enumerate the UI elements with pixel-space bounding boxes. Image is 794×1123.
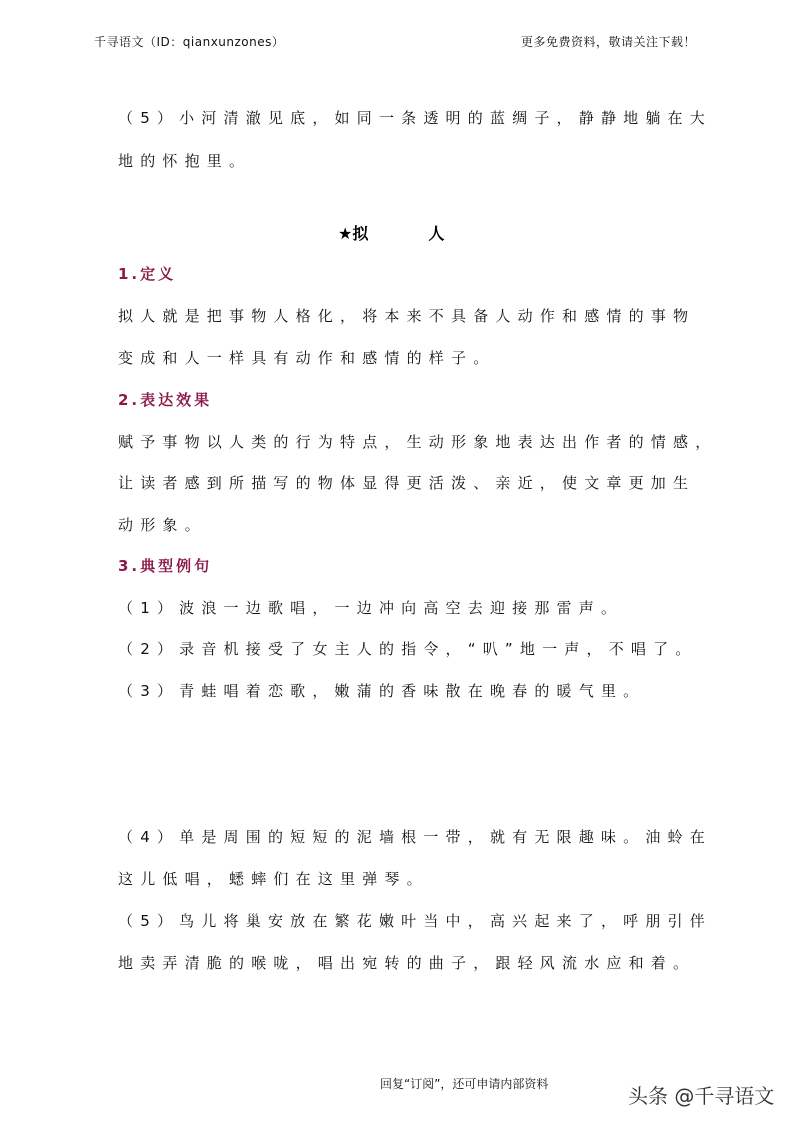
text-line: （5）小河清澈见底，如同一条透明的蓝绸子，静静地躺在大: [118, 109, 712, 127]
header-download-note: 更多免费资料，敬请关注下载！: [520, 35, 696, 49]
example-line: 这儿低唱，蟋蟀们在这里弹琴。: [118, 870, 429, 888]
subsection-heading: 2.表达效果: [118, 391, 213, 409]
text-line: 地的怀抱里。: [118, 152, 252, 170]
text-line: 动形象。: [118, 516, 207, 534]
example-line: （3）青蛙唱着恋歌，嫩蒲的香味散在晚春的暖气里。: [118, 682, 646, 700]
text-line: 让读者感到所描写的物体显得更活泼、亲近，使文章更加生: [118, 474, 696, 492]
star-icon: ★: [338, 224, 353, 243]
example-line: （1）波浪一边歌唱，一边冲向高空去迎接那雷声。: [118, 599, 624, 617]
section-title: [338, 221, 444, 244]
title-part: 人: [428, 224, 445, 243]
header-source-id: 千寻语文（ID：qianxunzones）: [94, 35, 285, 49]
example-line: 地卖弄清脆的喉咙，唱出宛转的曲子，跟轻风流水应和着。: [118, 954, 696, 972]
text-line: 拟人就是把事物人格化，将本来不具备人动作和感情的事物: [118, 307, 696, 325]
text-line: 赋予事物以人类的行为特点，生动形象地表达出作者的情感，: [118, 433, 718, 451]
footer-subscribe-note: 回复“订阅”，还可申请内部资料: [380, 1077, 549, 1091]
text-line: 变成和人一样具有动作和感情的样子。: [118, 349, 496, 367]
example-line: （5）鸟儿将巢安放在繁花嫩叶当中，高兴起来了，呼朋引伴: [118, 912, 712, 930]
subsection-heading: 3.典型例句: [118, 557, 213, 575]
watermark: 头条 @千寻语文: [628, 1084, 775, 1108]
subsection-heading: 1.定义: [118, 265, 177, 283]
title-part: 拟: [352, 224, 369, 243]
example-line: （4）单是周围的短短的泥墙根一带，就有无限趣味。油蛉在: [118, 828, 712, 846]
example-line: （2）录音机接受了女主人的指令，“叭”地一声，不唱了。: [118, 640, 698, 658]
